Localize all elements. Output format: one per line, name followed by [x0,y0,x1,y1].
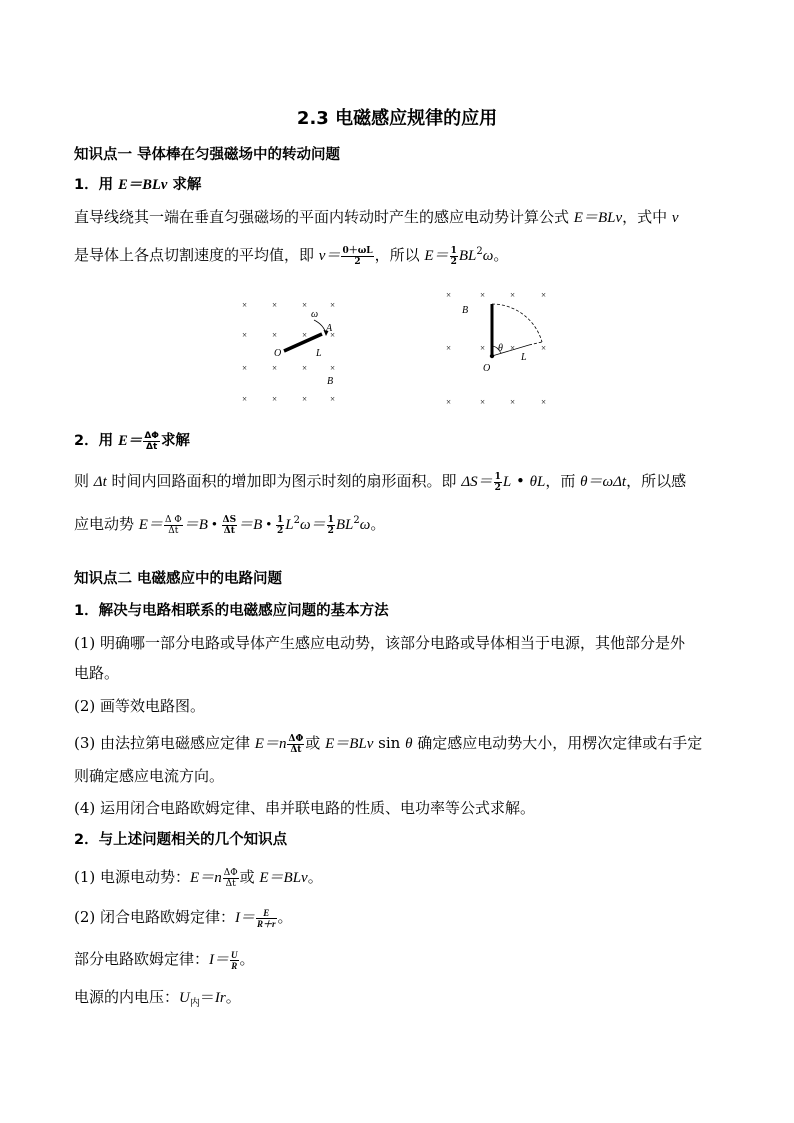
section1-item1-line1 [74,206,724,229]
denominator: 2 [277,525,284,536]
figure-rotating-rod [228,292,358,410]
numerator: 1 [494,471,501,482]
formula-span: L [285,517,294,533]
formula-span: v＝ [318,248,341,264]
section2-heading: 知识点二 电磁感应中的电路问题 [74,571,283,587]
section1-item2-line1 [74,470,724,493]
text-span: 。 [493,246,509,264]
formula-span: ＝B • [238,517,276,533]
label-O: O [483,363,491,374]
formula-span: U [179,990,190,1006]
formula-span: BL [335,517,354,533]
numerator: 0＋ωL [342,245,373,256]
numerator: ΔΦ [144,430,159,441]
svg-text:×: × [541,343,547,353]
fraction [327,515,335,536]
numerator: ΔΦ [288,733,304,744]
section2-p1-line1: (1) 明确哪一部分电路或导体产生感应电动势，该部分电路或导体相当于电源，其他部分是外 [74,634,686,652]
text-span: • [511,472,530,490]
numerator: Δ Φ [164,514,182,525]
formula-span: ΔS＝ [461,474,493,490]
formula-span: E＝ [138,517,163,533]
svg-text:×: × [510,397,516,407]
section2-k3 [74,948,724,971]
svg-text:×: × [242,394,248,404]
text-span: 求解 [160,433,190,449]
text-span: ，所以感 [626,472,687,490]
text-span: (3) 由法拉第电磁感应定律 [74,734,255,752]
numerator: 1 [450,245,457,256]
superscript: 2 [476,246,483,257]
subscript: 内 [189,998,200,1009]
formula-span: I＝ [235,910,256,926]
numerator: E [256,908,277,919]
formula-span: Ir [214,990,226,1006]
section2-k2 [74,906,724,929]
text-span: ，而 [545,472,581,490]
formula-span: E＝n [190,870,222,886]
svg-text:×: × [272,394,278,404]
section1-item1-line2 [74,241,724,267]
text-span: 。 [370,515,386,533]
svg-text:×: × [302,300,308,310]
pivot [490,354,494,358]
formula-span: θL [529,474,546,490]
svg-text:×: × [446,397,452,407]
text-span: 。 [225,988,241,1006]
fraction [450,246,458,267]
text-span: 电源的内电压： [74,988,180,1006]
superscript: 2 [293,515,301,526]
label-theta: θ [498,343,503,354]
svg-text:×: × [330,330,336,340]
fraction [276,515,284,536]
text-span: 。 [277,908,293,926]
text-span: ＝ [199,988,215,1006]
denominator: Δt [168,525,179,536]
section2-k4 [74,986,724,1015]
denominator: 2 [354,256,361,267]
formula-span: E＝BLv [325,736,374,752]
text-span: ，式中 [622,208,672,226]
text-span: 直导线绕其一端在垂直匀强磁场的平面内转动时产生的感应电动势计算公式 [74,208,574,226]
svg-text:×: × [541,290,547,300]
section2-p2: (2) 画等效电路图。 [74,697,206,715]
svg-text:×: × [242,330,248,340]
numerator: 1 [277,514,284,525]
svg-text:×: × [242,300,248,310]
text-span: (1) 电源电动势： [74,868,191,886]
sector-arc [492,304,542,342]
formula-span: L [502,474,512,490]
text-span: 或 [305,734,326,752]
denominator: Δt [145,441,158,452]
fraction [494,472,502,493]
section2-p4: (4) 运用闭合电路欧姆定律、串并联电路的性质、电功率等公式求解。 [74,799,536,817]
label-A: A [326,323,333,334]
denominator: 2 [327,525,334,536]
label-omega: ω [311,309,319,320]
denominator: R [231,960,238,971]
text-span: 时间内回路面积的增加即为图示时刻的扇形面积。即 [106,472,462,490]
formula-span: E＝BLv [259,870,308,886]
section1-item1-title [74,174,724,196]
formula-span: ＝B • [183,517,221,533]
text-span: 2．用 [74,433,119,449]
label-L: L [521,352,527,363]
svg-text:×: × [480,290,486,300]
svg-text:×: × [480,343,486,353]
svg-text:×: × [302,330,308,340]
svg-text:×: × [510,343,516,353]
label-L: L [316,348,322,359]
numerator: ΔΦ [223,867,238,878]
text-span: 则 [74,472,94,490]
text-span: 。 [307,868,323,886]
item1-title-a: 1．用 [74,177,119,193]
svg-text:×: × [330,363,336,373]
formula-span: θ [405,736,413,752]
section1-heading: 知识点一 导体棒在匀强磁场中的转动问题 [74,147,341,163]
denominator: Δt [225,878,236,889]
svg-text:×: × [446,290,452,300]
fraction [341,246,373,267]
svg-text:×: × [480,397,486,407]
svg-text:×: × [330,300,336,310]
text-span: 应电动势 [74,515,139,533]
text-span: 确定感应电动势大小，用楞次定律或右手定 [412,734,703,752]
label-B: B [462,305,469,316]
fraction [164,515,183,536]
fraction [287,734,304,755]
fraction [222,515,237,536]
numerator: ΔS [222,514,237,525]
formula-span: θ＝ωΔt [580,474,627,490]
svg-text:×: × [242,363,248,373]
text-span: 或 [239,868,260,886]
text-span: (2) 闭合电路欧姆定律： [74,908,236,926]
section2-item1-title: 1．解决与电路相联系的电磁感应问题的基本方法 [74,603,389,619]
section2-p3-line1 [74,732,724,755]
denominator: Δt [223,525,235,536]
svg-text:×: × [272,363,278,373]
formula-span: ω [359,517,371,533]
text-span: 部分电路欧姆定律： [74,950,210,968]
denominator: Δt [290,744,302,755]
field-crosses [446,290,546,407]
item1-formula: E＝BLv [118,177,168,193]
fraction [256,908,277,929]
section1-item2-title [74,430,724,452]
rotation-arrow [314,320,326,334]
numerator: U [231,949,238,960]
formula-span: E＝ [118,433,143,449]
formula-span: E＝BLv [573,210,623,226]
svg-text:×: × [302,394,308,404]
formula-span: Δt [93,474,107,490]
denominator: R＋r [257,918,276,929]
superscript: 2 [353,515,360,526]
svg-text:×: × [302,363,308,373]
formula-span: E＝n [254,736,287,752]
label-O: O [274,348,282,359]
formula-span: ω＝ [300,517,326,533]
svg-text:×: × [541,397,547,407]
text-span: 是导体上各点切割速度的平均值，即 [74,246,319,264]
svg-text:×: × [510,290,516,300]
formula-span: E＝ [424,248,449,264]
formula-span: BL [458,248,477,264]
figure-sector [440,284,560,410]
fraction [143,431,160,452]
section2-k1 [74,866,724,889]
text-span: sin [373,734,406,752]
fraction [230,950,239,971]
section2-p1-line2: 电路。 [74,664,120,682]
formula-span: I＝ [209,952,230,968]
page-title: 2.3 电磁感应规律的应用 [296,108,498,129]
denominator: 2 [494,482,501,493]
label-B: B [327,376,334,387]
section1-item2-line2 [74,510,724,536]
svg-text:×: × [330,394,336,404]
denominator: 2 [450,256,457,267]
section2-p3-line2: 则确定感应电流方向。 [74,767,225,785]
numerator: 1 [327,514,334,525]
svg-text:×: × [446,343,452,353]
svg-text:×: × [272,330,278,340]
item1-title-b: 求解 [167,177,202,193]
svg-text:×: × [272,300,278,310]
section2-item2-title: 2．与上述问题相关的几个知识点 [74,832,288,848]
text-span: ，所以 [374,246,425,264]
formula-span: ω [482,248,494,264]
formula-span: v [671,210,679,226]
fraction [223,868,239,889]
text-span: 。 [239,950,255,968]
